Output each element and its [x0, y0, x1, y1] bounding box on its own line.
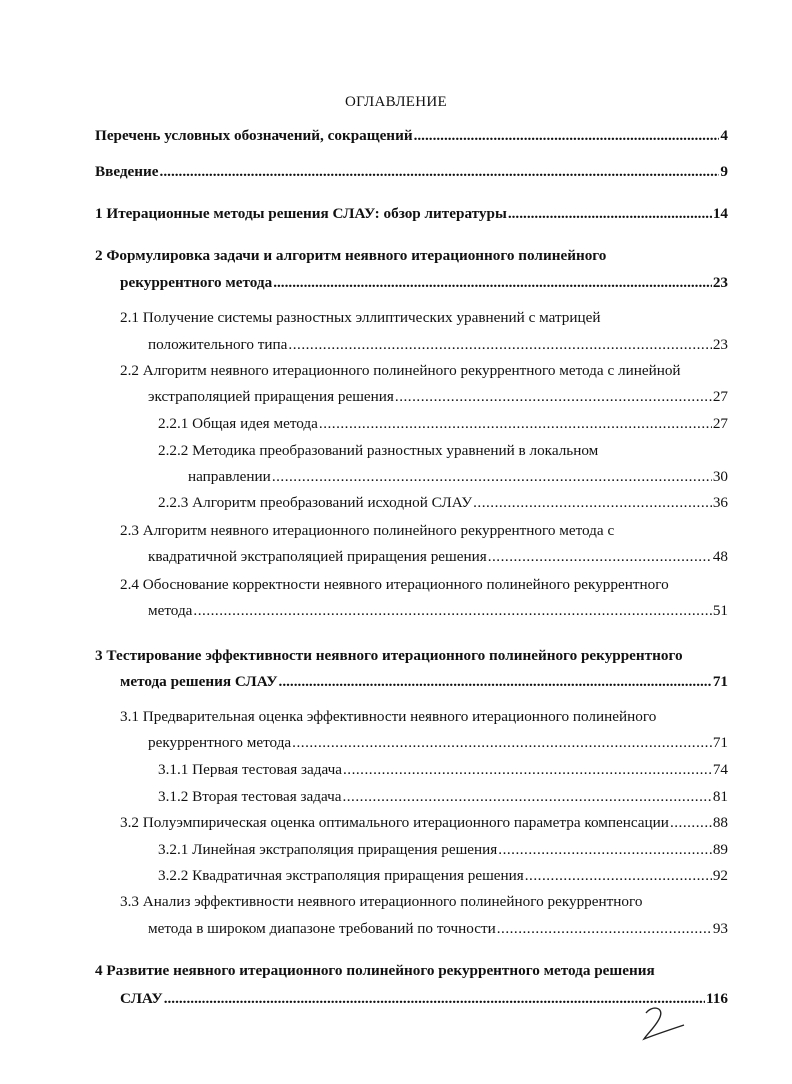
toc-entry-text: 2.2.1 Общая идея метода — [158, 415, 318, 432]
toc-entry — [158, 788, 728, 806]
toc-entry-line — [120, 309, 601, 327]
dot-leader — [473, 494, 712, 512]
dot-leader — [395, 388, 712, 406]
toc-page-number: 116 — [706, 990, 728, 1007]
toc-entry-text: 3 Тестирование эффективности неявного итерационного полинейного рекуррентного — [95, 647, 683, 664]
toc-entry — [158, 867, 728, 885]
toc-entry — [158, 415, 728, 433]
toc-entry-text: 3.1.1 Первая тестовая задача — [158, 761, 342, 778]
dot-leader — [670, 814, 712, 832]
toc-entry-text: 2.1 Получение системы разностных эллиптических уравнений с матрицей — [120, 309, 601, 326]
dot-leader — [160, 163, 720, 181]
toc-title: ОГЛАВЛЕНИЕ — [345, 94, 447, 110]
dot-leader — [164, 990, 705, 1008]
toc-entry — [148, 548, 728, 566]
toc-entry-text: СЛАУ — [120, 990, 163, 1007]
toc-entry-text: квадратичной экстраполяцией приращения решения — [148, 548, 487, 565]
toc-entry-text: рекуррентного метода — [120, 274, 273, 291]
toc-entry — [188, 468, 728, 486]
dot-leader — [414, 127, 720, 145]
toc-entry — [158, 494, 728, 512]
toc-entry — [95, 205, 728, 223]
toc-page-number: 27 — [712, 388, 728, 405]
toc-entry-line — [120, 708, 656, 726]
toc-page-number: 74 — [712, 761, 728, 778]
toc-entry-text: Введение — [95, 163, 159, 180]
toc-entry — [148, 734, 728, 752]
toc-entry-text: экстраполяцией приращения решения — [148, 388, 394, 405]
toc-page-number: 92 — [712, 867, 728, 884]
toc-entry — [148, 388, 728, 406]
toc-entry-text: рекуррентного метода — [148, 734, 292, 751]
toc-page-number: 36 — [712, 494, 728, 511]
toc-page-number: 48 — [712, 548, 728, 565]
toc-entry — [148, 602, 728, 620]
dot-leader — [288, 336, 711, 354]
toc-page-number: 89 — [712, 841, 728, 858]
toc-page-number: 51 — [712, 602, 728, 619]
toc-page-number: 71 — [712, 673, 728, 690]
toc-page-number: 23 — [712, 274, 728, 291]
dot-leader — [272, 468, 712, 486]
toc-entry-text: 3.2.1 Линейная экстраполяция приращения решения — [158, 841, 498, 858]
toc-entry-line — [120, 576, 669, 594]
toc-entry-text: направлении — [188, 468, 271, 485]
dot-leader — [279, 673, 712, 691]
toc-entry-text: метода в широком диапазоне требований по точности — [148, 920, 496, 937]
dot-leader — [488, 548, 712, 566]
toc-entry-text: 2.2.3 Алгоритм преобразований исходной СЛАУ — [158, 494, 473, 511]
toc-entry-text: 3.2 Полуэмпирическая оценка оптимального итерационного параметра компенсации — [120, 814, 669, 831]
toc-entry-text: 3.1 Предварительная оценка эффективности неявного итерационного полинейного — [120, 708, 657, 725]
toc-entry-text: 3.2.2 Квадратичная экстраполяция приращения решения — [158, 867, 524, 884]
toc-entry — [148, 336, 728, 354]
toc-page-number: 30 — [712, 468, 728, 485]
dot-leader — [273, 274, 712, 292]
toc-entry-line — [95, 962, 655, 980]
toc-entry — [120, 673, 728, 691]
toc-entry — [148, 920, 728, 938]
toc-entry-text: 3.1.2 Вторая тестовая задача — [158, 788, 342, 805]
toc-entry-text: 2.2.2 Методика преобразований разностных уравнений в локальном — [158, 442, 599, 459]
toc-page-number: 81 — [712, 788, 728, 805]
toc-page-number: 27 — [712, 415, 728, 432]
toc-entry — [95, 127, 728, 145]
toc-entry — [120, 990, 728, 1008]
dot-leader — [498, 841, 712, 859]
toc-entry-line — [95, 647, 683, 665]
toc-entry-text: 3.3 Анализ эффективности неявного итерационного полинейного рекуррентного — [120, 893, 643, 910]
toc-page-number: 88 — [712, 814, 728, 831]
toc-entry — [95, 163, 728, 181]
toc-entry-text: 2.2 Алгоритм неявного итерационного полинейного рекуррентного метода с линейной — [120, 362, 681, 379]
toc-entry-text: 4 Развитие неявного итерационного полинейного рекуррентного метода решения — [95, 962, 655, 979]
toc-entry-text: метода — [148, 602, 193, 619]
toc-entry — [158, 761, 728, 779]
toc-entry-text: метода решения СЛАУ — [120, 673, 278, 690]
toc-entry-text: положительного типа — [148, 336, 288, 353]
toc-entry-text: Перечень условных обозначений, сокращений — [95, 127, 413, 144]
toc-entry-text: 2.4 Обоснование корректности неявного итерационного полинейного рекуррентного — [120, 576, 669, 593]
toc-entry-line — [158, 442, 598, 460]
toc-entry-line — [120, 893, 642, 911]
handwritten-page-number — [640, 1005, 690, 1045]
toc-page-number: 93 — [712, 920, 728, 937]
dot-leader — [508, 205, 712, 223]
toc-page-number: 4 — [720, 127, 728, 144]
dot-leader — [193, 602, 711, 620]
dot-leader — [497, 920, 712, 938]
toc-page-number: 71 — [712, 734, 728, 751]
toc-page-number: 14 — [712, 205, 728, 222]
toc-entry — [120, 274, 728, 292]
toc-entry-text: 1 Итерационные методы решения СЛАУ: обзор литературы — [95, 205, 507, 222]
toc-page-number: 9 — [720, 163, 728, 180]
toc-entry-text: 2 Формулировка задачи и алгоритм неявного итерационного полинейного — [95, 247, 607, 264]
toc-entry-line — [120, 522, 614, 540]
dot-leader — [319, 415, 712, 433]
toc-entry-line — [95, 247, 606, 265]
dot-leader — [292, 734, 712, 752]
dot-leader — [343, 761, 712, 779]
toc-entry — [158, 841, 728, 859]
toc-entry-text: 2.3 Алгоритм неявного итерационного полинейного рекуррентного метода с — [120, 522, 615, 539]
toc-page-number: 23 — [712, 336, 728, 353]
toc-entry-line — [120, 362, 681, 380]
dot-leader — [342, 788, 711, 806]
dot-leader — [525, 867, 712, 885]
toc-entry — [120, 814, 728, 832]
